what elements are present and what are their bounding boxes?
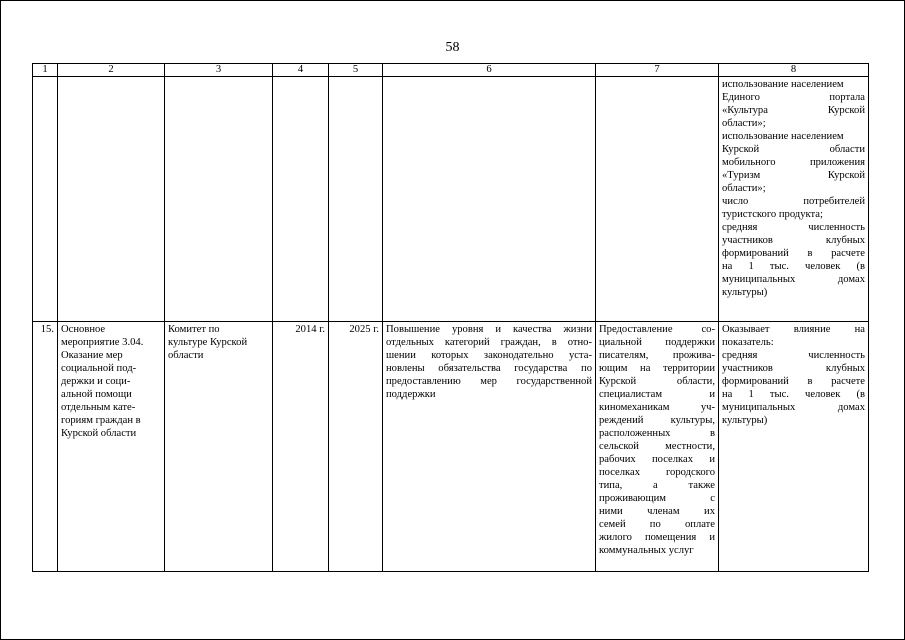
col-num-4: 4: [273, 64, 329, 77]
col-num-8: 8: [719, 64, 869, 77]
program-table: [32, 63, 869, 572]
indicator-line: «Культура Курской: [722, 105, 865, 116]
content-line: ними членам их: [599, 506, 715, 517]
col-num-2: 2: [58, 64, 165, 77]
executor-cell: [165, 322, 273, 572]
result-line: отдельных категорий граждан, в отно-: [386, 337, 592, 348]
table-row-continued: [33, 77, 869, 322]
result-line: предоставлению мер государственной: [386, 376, 592, 387]
end-year: 2025 г.: [329, 322, 383, 572]
indicator-line: средняя численность: [722, 222, 865, 233]
activity-line: социальной под-: [61, 363, 137, 374]
activity-line: Курской области: [61, 428, 137, 439]
indicator-line: области»;: [722, 118, 766, 129]
content-line: проживающим с: [599, 493, 715, 504]
indicator-line: культуры): [722, 287, 768, 298]
indicator-line: на 1 тыс. человек (в: [722, 261, 865, 272]
executor-line: Комитет по: [168, 324, 220, 335]
col-num-5: 5: [329, 64, 383, 77]
content-line: киномеханикам уч-: [599, 402, 715, 413]
indicator-line: области»;: [722, 183, 766, 194]
content-line: типа, а также: [599, 480, 715, 491]
influence-line: показатель:: [722, 337, 774, 348]
content-line: расположенных в: [599, 428, 715, 439]
content-line: коммунальных услуг: [599, 545, 694, 556]
content-line: циальной поддержки: [599, 337, 715, 348]
indicator-line: «Туризм Курской: [722, 170, 865, 181]
content-line: Курской области,: [599, 376, 715, 387]
page-number: 58: [445, 40, 460, 55]
cell-empty: [596, 77, 719, 322]
indicators-cell: [719, 77, 869, 322]
col-num-3: 3: [165, 64, 273, 77]
activity-line: альной помощи: [61, 389, 132, 400]
result-line: шении которых законодательно уста-: [386, 350, 592, 361]
influence-line: на 1 тыс. человек (в: [722, 389, 865, 400]
cell-empty: [383, 77, 596, 322]
content-line: сельской местности,: [599, 441, 715, 452]
influence-line: муниципальных домах: [722, 402, 865, 413]
executor-line: области: [168, 350, 204, 361]
indicator-line: использование населением: [722, 79, 844, 90]
content-cell: [596, 322, 719, 572]
indicator-line: Единого портала: [722, 92, 865, 103]
indicator-line: формирований в расчете: [722, 248, 865, 259]
content-line: поселках городского: [599, 467, 715, 478]
content-line: писателям, прожива-: [599, 350, 715, 361]
influence-line: формирований в расчете: [722, 376, 865, 387]
indicator-line: Курской области: [722, 144, 865, 155]
content-line: жилого помещения и: [599, 532, 715, 543]
result-cell: [383, 322, 596, 572]
column-number-row: [33, 64, 869, 77]
influence-line: культуры): [722, 415, 768, 426]
indicator-line: участников клубных: [722, 235, 865, 246]
col-num-7: 7: [596, 64, 719, 77]
activity-line: гориям граждан в: [61, 415, 141, 426]
indicator-line: туристского продукта;: [722, 209, 823, 220]
activity-cell: [58, 322, 165, 572]
content-line: реждений культуры,: [599, 415, 715, 426]
influence-line: участников клубных: [722, 363, 865, 374]
content-line: Предоставление со-: [599, 324, 715, 335]
content-line: семей по оплате: [599, 519, 715, 530]
activity-line: Основное: [61, 324, 106, 335]
activity-line: мероприятие 3.04.: [61, 337, 144, 348]
cell-empty: [58, 77, 165, 322]
indicator-line: мобильного приложения: [722, 157, 865, 168]
result-line: Повышение уровня и качества жизни: [386, 324, 592, 335]
influence-line: средняя численность: [722, 350, 865, 361]
indicator-line: муниципальных домах: [722, 274, 865, 285]
activity-line: Оказание мер: [61, 350, 123, 361]
influence-line: Оказывает влияние на: [722, 324, 865, 335]
cell-empty: [33, 77, 58, 322]
cell-empty: [165, 77, 273, 322]
start-year: 2014 г.: [273, 322, 329, 572]
executor-line: культуре Курской: [168, 337, 248, 348]
table-row-15: [33, 322, 869, 572]
row-number: 15.: [33, 322, 58, 572]
influence-cell: [719, 322, 869, 572]
col-num-1: 1: [33, 64, 58, 77]
cell-empty: [273, 77, 329, 322]
cell-empty: [329, 77, 383, 322]
col-num-6: 6: [383, 64, 596, 77]
indicator-line: использование населением: [722, 131, 844, 142]
activity-line: отдельным кате-: [61, 402, 136, 413]
activity-line: держки и соци-: [61, 376, 131, 387]
result-line: поддержки: [386, 389, 436, 400]
indicator-line: число потребителей: [722, 196, 865, 207]
content-line: ющим на территории: [599, 363, 715, 374]
content-line: специалистам и: [599, 389, 715, 400]
content-line: рабочих поселках и: [599, 454, 715, 465]
result-line: новлены обязательства государства по: [386, 363, 592, 374]
